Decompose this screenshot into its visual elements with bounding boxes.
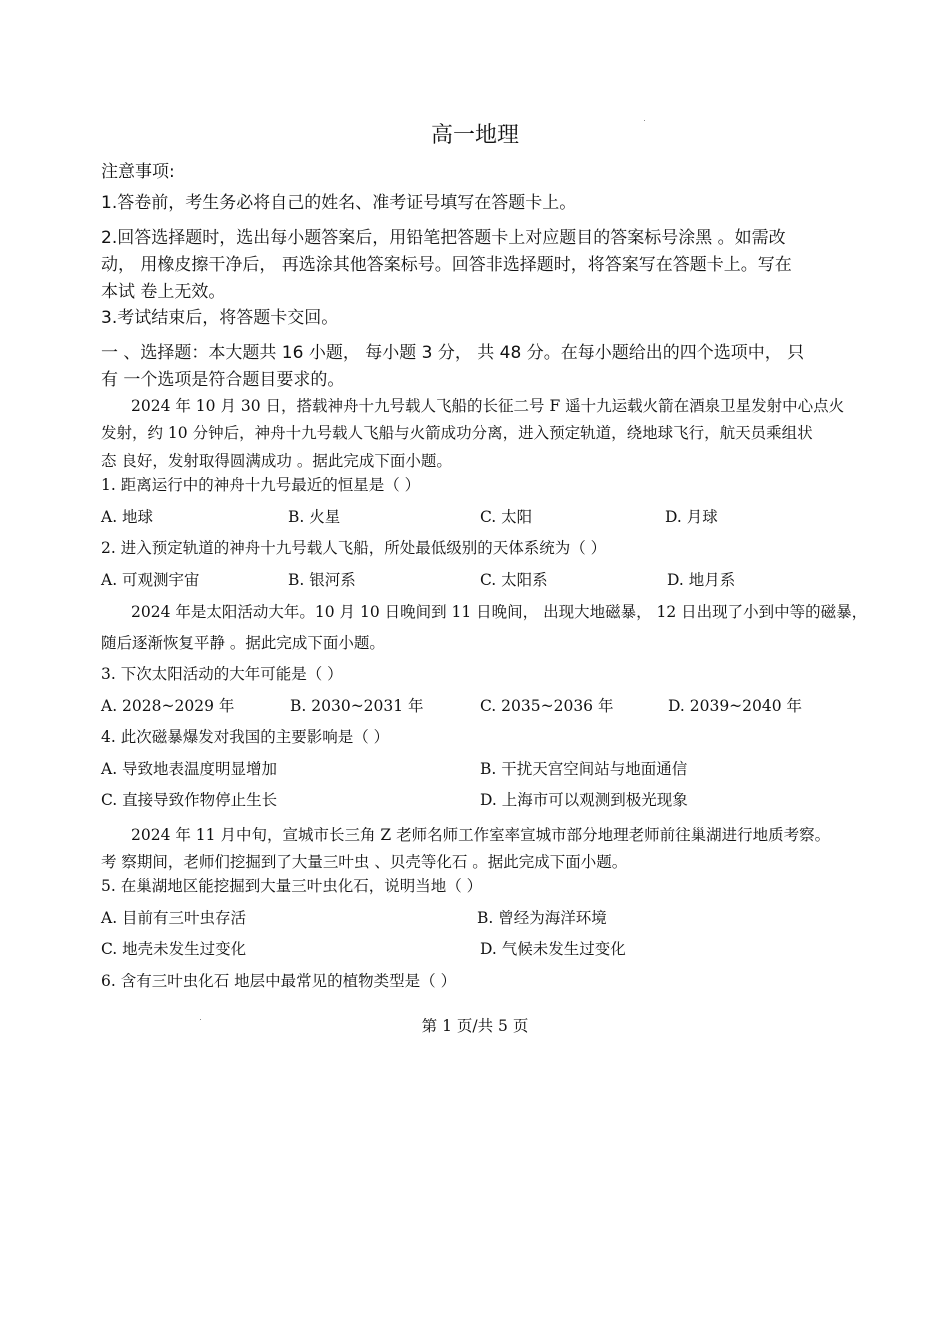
notice-item-1: 1.答卷前，考生务必将自己的姓名、准考证号填写在答题卡上。 xyxy=(101,193,577,213)
question-1-option-a: A. 地球 xyxy=(101,508,154,526)
question-3-option-b: B. 2030~2031 年 xyxy=(290,697,424,715)
question-4-option-b: B. 干扰天宫空间站与地面通信 xyxy=(480,760,688,778)
passage-3-line-2: 考 察期间，老师们挖掘到了大量三叶虫 、贝壳等化石 。据此完成下面小题。 xyxy=(101,853,628,871)
passage-2-line-2: 随后逐渐恢复平静 。据此完成下面小题。 xyxy=(101,634,385,652)
question-4-option-c: C. 直接导致作物停止生长 xyxy=(101,791,278,809)
question-2-option-d: D. 地月系 xyxy=(667,571,736,589)
scan-speck xyxy=(644,120,645,121)
question-5-stem: 5. 在巢湖地区能挖掘到大量三叶虫化石，说明当地（ ） xyxy=(101,877,483,895)
question-2-option-c: C. 太阳系 xyxy=(480,571,548,589)
question-1-option-b: B. 火星 xyxy=(288,508,341,526)
question-1-option-c: C. 太阳 xyxy=(480,508,533,526)
passage-1-line-1: 2024 年 10 月 30 日，搭载神舟十九号载人飞船的长征二号 F 遥十九运载火箭在酒泉卫星发射中心点火 xyxy=(131,397,845,415)
notice-item-2-line-2: 动， 用橡皮擦干净后， 再选涂其他答案标号。回答非选择题时，将答案写在答题卡上。写在 xyxy=(101,255,792,275)
question-4-option-a: A. 导致地表温度明显增加 xyxy=(101,760,278,778)
question-5-option-a: A. 目前有三叶虫存活 xyxy=(101,909,247,927)
question-1-option-d: D. 月球 xyxy=(665,508,718,526)
notice-heading: 注意事项: xyxy=(101,162,175,182)
question-3-option-a: A. 2028~2029 年 xyxy=(101,697,235,715)
section-1-line-1: 一 、选择题：本大题共 16 小题， 每小题 3 分， 共 48 分。在每小题给出的四个选项中， 只 xyxy=(101,343,805,363)
notice-item-2-line-1: 2.回答选择题时，选出每小题答案后，用铅笔把答题卡上对应题目的答案标号涂黑 。如需改 xyxy=(101,228,786,248)
question-2-option-b: B. 银河系 xyxy=(288,571,356,589)
passage-1-line-3: 态 良好，发射取得圆满成功 。据此完成下面小题。 xyxy=(101,452,452,470)
question-1-stem: 1. 距离运行中的神舟十九号最近的恒星是（ ） xyxy=(101,476,421,494)
notice-item-3: 3.考试结束后，将答题卡交回。 xyxy=(101,308,339,328)
question-5-option-d: D. 气候未发生过变化 xyxy=(480,940,626,958)
passage-1-line-2: 发射，约 10 分钟后，神舟十九号载人飞船与火箭成功分离，进入预定轨道，绕地球飞行，航天员乘组状 xyxy=(101,424,813,442)
page-title: 高一地理 xyxy=(430,123,519,148)
question-3-option-c: C. 2035~2036 年 xyxy=(480,697,614,715)
passage-3-line-1: 2024 年 11 月中旬，宣城市长三角 Z 老师名师工作室率宣城市部分地理老师前往巢湖进行地质考察。 xyxy=(131,826,831,844)
question-4-option-d: D. 上海市可以观测到极光现象 xyxy=(480,791,688,809)
question-3-option-d: D. 2039~2040 年 xyxy=(668,697,803,715)
question-4-stem: 4. 此次磁暴爆发对我国的主要影响是（ ） xyxy=(101,728,390,746)
question-6-stem: 6. 含有三叶虫化石 地层中最常见的植物类型是（ ） xyxy=(101,972,457,990)
question-5-option-b: B. 曾经为海洋环境 xyxy=(477,909,607,927)
question-2-stem: 2. 进入预定轨道的神舟十九号载人飞船，所处最低级别的天体系统为（ ） xyxy=(101,539,607,557)
page-footer: 第 1 页/共 5 页 xyxy=(421,1017,529,1035)
notice-item-2-line-3: 本试 卷上无效。 xyxy=(101,282,226,302)
question-3-stem: 3. 下次太阳活动的大年可能是（ ） xyxy=(101,665,343,683)
passage-2-line-1: 2024 年是太阳活动大年。10 月 10 日晚间到 11 日晚间， 出现大地磁暴， 12 日出现了小到中等的磁暴， xyxy=(131,603,868,621)
question-5-option-c: C. 地壳未发生过变化 xyxy=(101,940,247,958)
question-2-option-a: A. 可观测宇宙 xyxy=(101,571,200,589)
section-1-line-2: 有 一个选项是符合题目要求的。 xyxy=(101,370,345,390)
